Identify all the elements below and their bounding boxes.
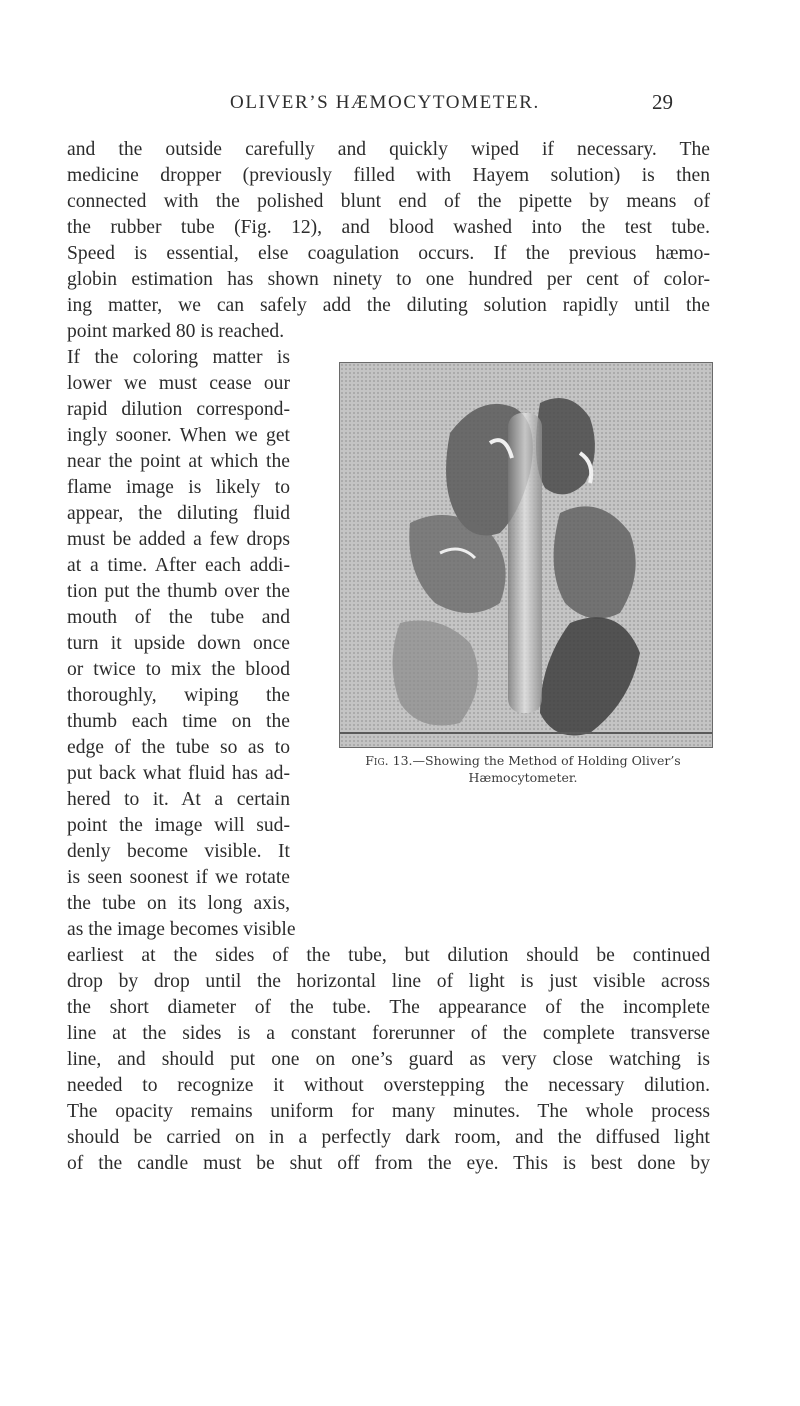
- halftone-photo-illustration: [340, 363, 712, 747]
- body-line: Speed is essential, else coagulation occurs. If the previous hæmo-: [67, 243, 710, 264]
- body-line-narrow: is seen soonest if we rotate: [67, 867, 290, 888]
- page-number: 29: [652, 90, 673, 114]
- body-line-narrow: thoroughly, wiping the: [67, 685, 290, 706]
- body-line: of the candle must be shut off from the eye. This is best done by: [67, 1153, 710, 1174]
- body-line: globin estimation has shown ninety to one hundred per cent of color-: [67, 269, 710, 290]
- body-line-narrow: tion put the thumb over the: [67, 581, 290, 602]
- body-line-narrow: must be added a few drops: [67, 529, 290, 550]
- body-line: line at the sides is a constant forerunner of the complete transverse: [67, 1023, 710, 1044]
- figure-label: Fig. 13.: [365, 753, 413, 768]
- body-line: line, and should put one on one’s guard as very close watching is: [67, 1049, 710, 1070]
- body-line-narrow: or twice to mix the blood: [67, 659, 290, 680]
- body-line-narrow: flame image is likely to: [67, 477, 290, 498]
- body-line-narrow: appear, the diluting fluid: [67, 503, 290, 524]
- body-line-narrow: as the image becomes visible: [67, 919, 296, 940]
- body-line-narrow: thumb each time on the: [67, 711, 290, 732]
- body-line: needed to recognize it without overstepping the necessary dilution.: [67, 1075, 710, 1096]
- figure-13-photograph: [339, 362, 713, 748]
- body-line-narrow: at a time. After each addi-: [67, 555, 290, 576]
- body-line-narrow: mouth of the tube and: [67, 607, 290, 628]
- body-line-narrow: the tube on its long axis,: [67, 893, 290, 914]
- body-line-narrow: hered to it. At a certain: [67, 789, 290, 810]
- body-line-narrow: ingly sooner. When we get: [67, 425, 290, 446]
- body-line-narrow: put back what fluid has ad-: [67, 763, 290, 784]
- body-line: The opacity remains uniform for many minutes. The whole process: [67, 1101, 710, 1122]
- body-line: earliest at the sides of the tube, but dilution should be continued: [67, 945, 710, 966]
- body-line: and the outside carefully and quickly wiped if necessary. The: [67, 139, 710, 160]
- body-line: the short diameter of the tube. The appearance of the incomplete: [67, 997, 710, 1018]
- body-line: point marked 80 is reached.: [67, 321, 285, 342]
- body-line: should be carried on in a perfectly dark room, and the diffused light: [67, 1127, 710, 1148]
- body-line-narrow: If the coloring matter is: [67, 347, 290, 368]
- figure-caption-text: —Showing the Method of Holding Oliver’s Hæmocytometer.: [412, 753, 681, 785]
- body-line-narrow: turn it upside down once: [67, 633, 290, 654]
- body-line: connected with the polished blunt end of the pipette by means of: [67, 191, 710, 212]
- body-line-narrow: lower we must cease our: [67, 373, 290, 394]
- running-head-title: OLIVER’S HÆMOCYTOMETER.: [230, 92, 540, 113]
- body-line: the rubber tube (Fig. 12), and blood washed into the test tube.: [67, 217, 710, 238]
- body-line-narrow: rapid dilution correspond-: [67, 399, 290, 420]
- body-line: ing matter, we can safely add the diluting solution rapidly until the: [67, 295, 710, 316]
- figure-caption: [313, 752, 733, 786]
- body-line-narrow: near the point at which the: [67, 451, 290, 472]
- body-line: drop by drop until the horizontal line of light is just visible across: [67, 971, 710, 992]
- body-line-narrow: edge of the tube so as to: [67, 737, 290, 758]
- body-line: medicine dropper (previously filled with Hayem solution) is then: [67, 165, 710, 186]
- body-line-narrow: point the image will sud-: [67, 815, 290, 836]
- body-line-narrow: denly become visible. It: [67, 841, 290, 862]
